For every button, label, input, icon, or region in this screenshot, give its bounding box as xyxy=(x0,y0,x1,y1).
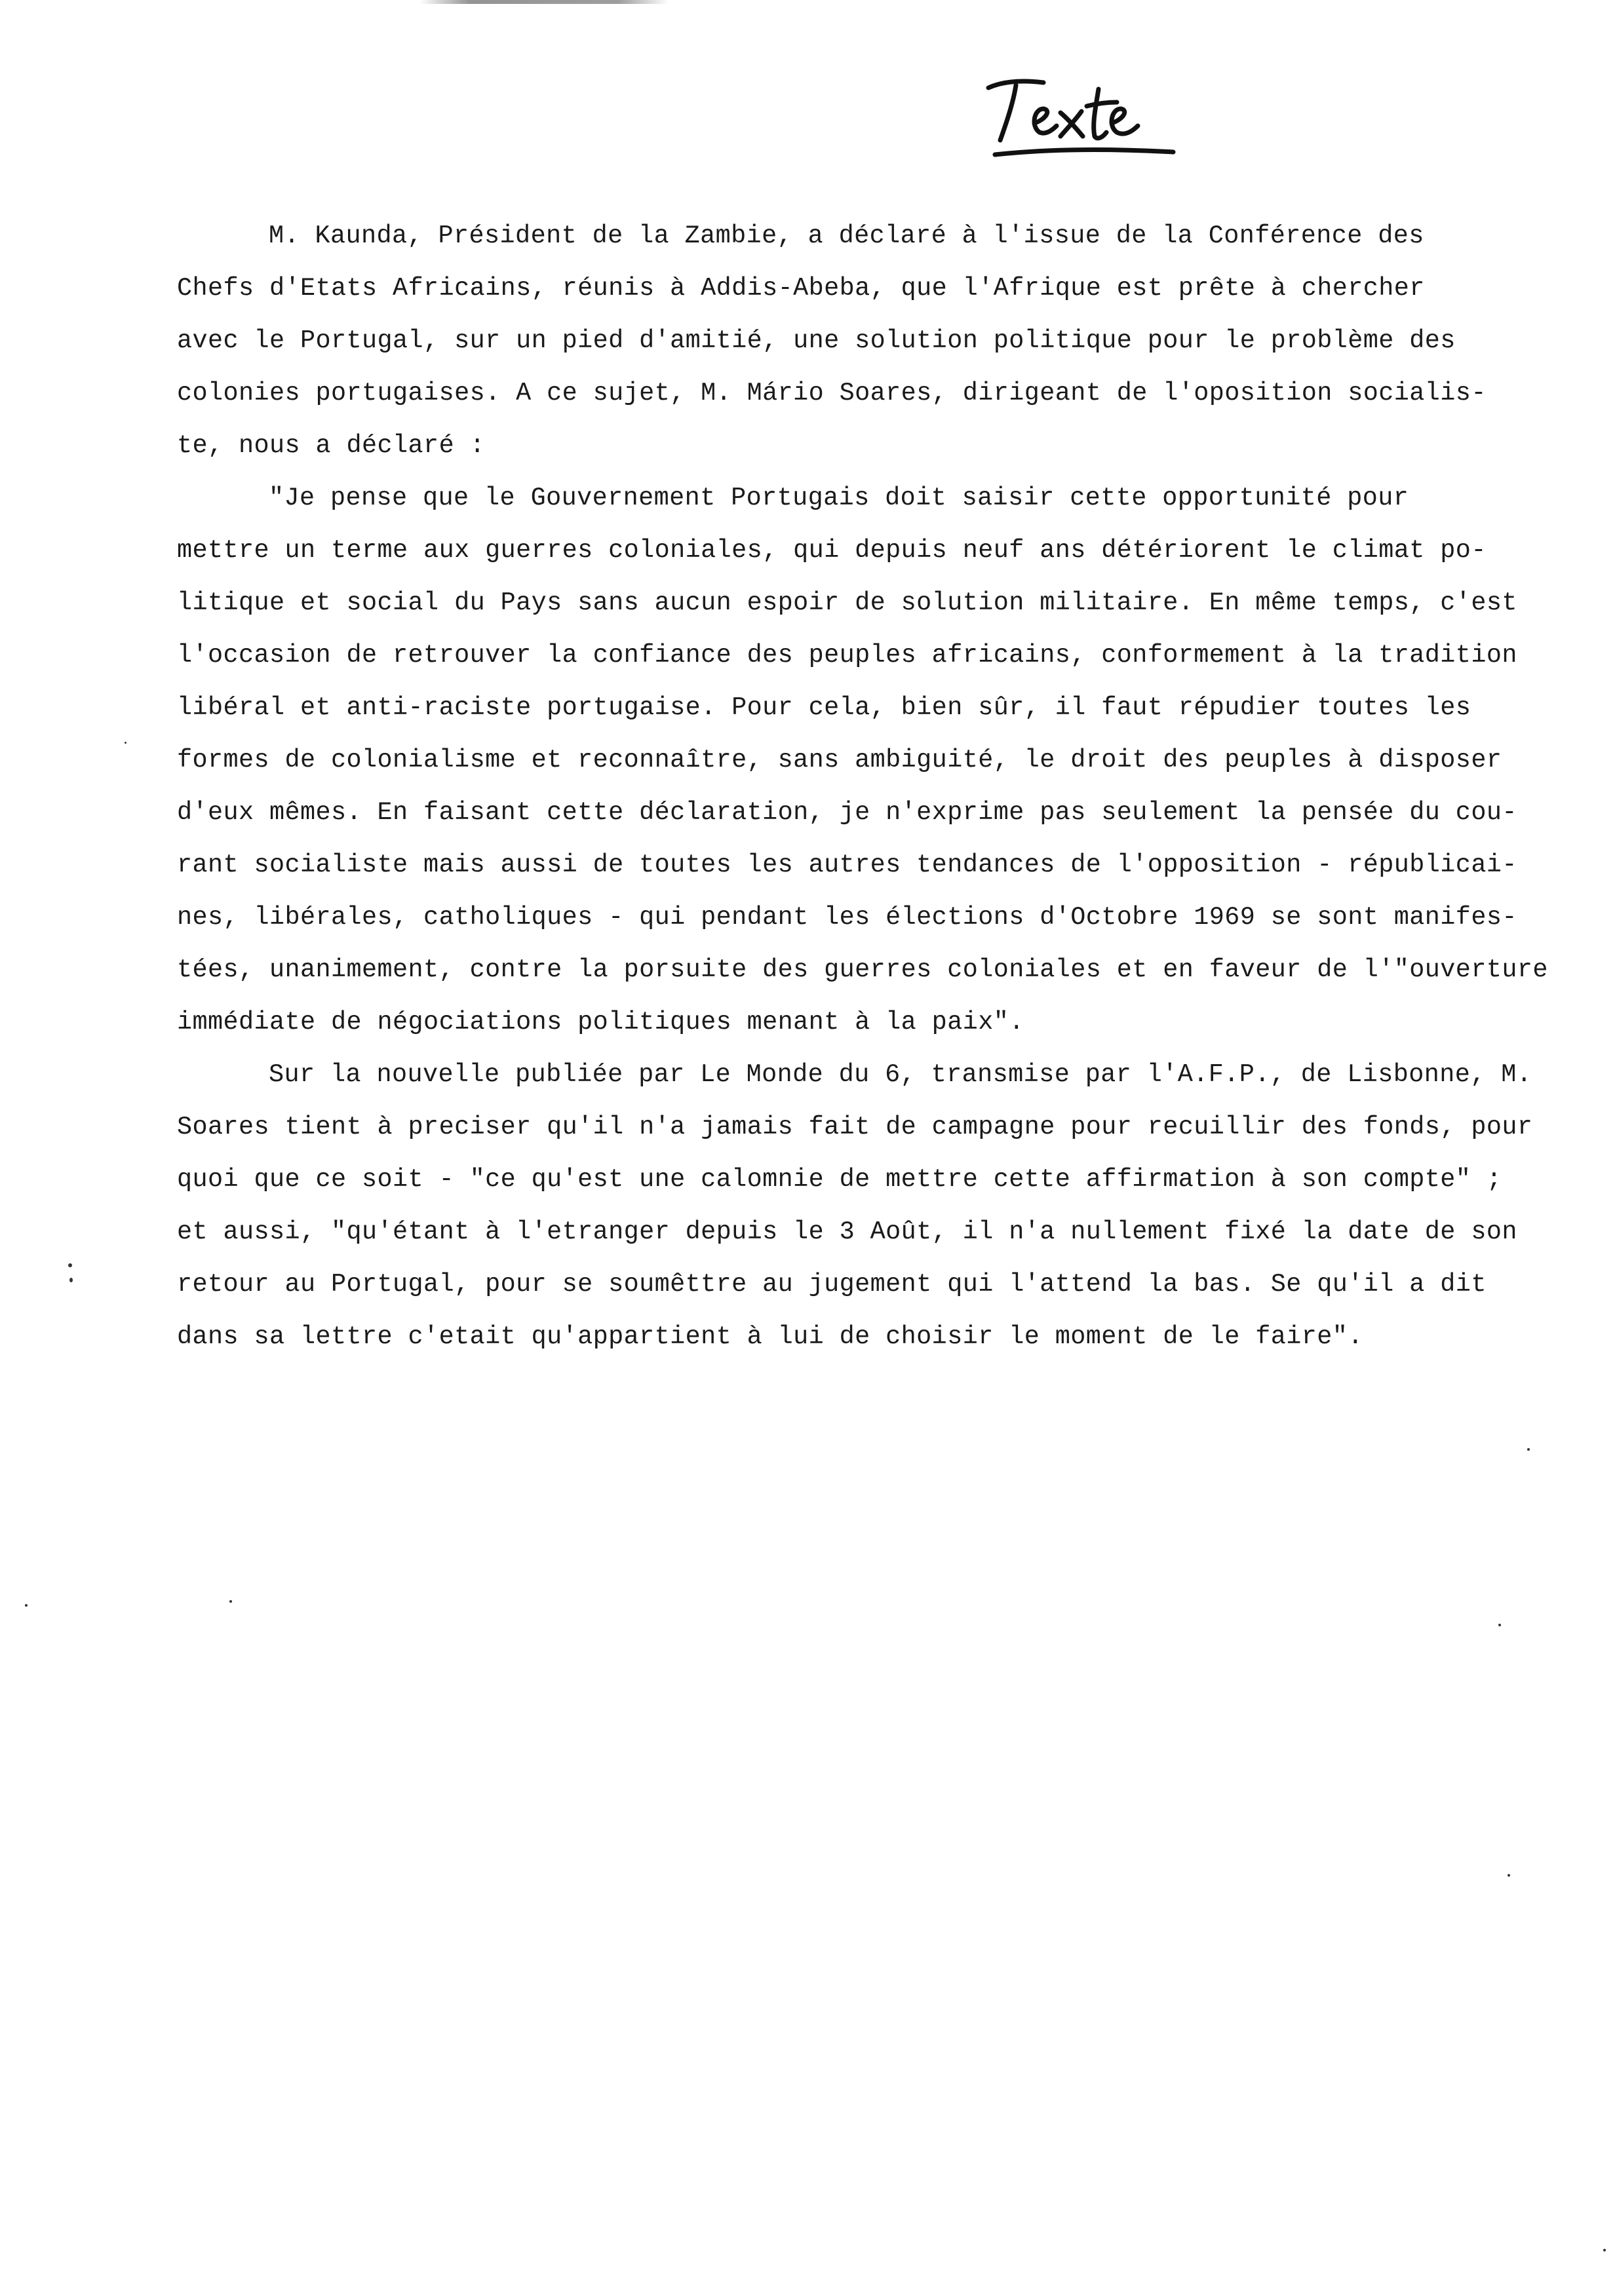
text-line: Chefs d'Etats Africains, réunis à Addis-Abeba, que l'Afrique est prête à chercher xyxy=(177,274,1425,303)
scan-speck xyxy=(1527,1448,1530,1451)
text-line: et aussi, "qu'étant à l'etranger depuis le 3 Août, il n'a nullement fixé la date de son xyxy=(177,1217,1517,1246)
text-line: avec le Portugal, sur un pied d'amitié, une solution politique pour le problème des xyxy=(177,326,1456,355)
scan-edge-mark xyxy=(419,0,669,4)
text-line: rant socialiste mais aussi de toutes les autres tendances de l'opposition - républicai- xyxy=(177,851,1517,879)
scan-speck xyxy=(69,1278,73,1282)
text-line: l'occasion de retrouver la confiance des peuples africains, conformement à la tradition xyxy=(177,641,1517,670)
scan-speck xyxy=(1498,1624,1501,1626)
handwritten-heading xyxy=(983,63,1180,161)
text-line: quoi que ce soit - "ce qu'est une calomnie de mettre cette affirmation à son compte" ; xyxy=(177,1165,1502,1194)
text-line: M. Kaunda, Président de la Zambie, a déclaré à l'issue de la Conférence des xyxy=(269,221,1424,250)
text-line: formes de colonialisme et reconnaître, sans ambiguité, le droit des peuples à disposer xyxy=(177,746,1502,775)
scan-speck xyxy=(229,1600,232,1603)
text-line: d'eux mêmes. En faisant cette déclaration, je n'exprime pas seulement la pensée du cou- xyxy=(177,798,1517,827)
scan-speck xyxy=(25,1604,28,1607)
text-line: immédiate de négociations politiques menant à la paix". xyxy=(177,1008,1024,1037)
scan-speck xyxy=(1508,1874,1510,1877)
scan-speck xyxy=(1603,2249,1606,2251)
text-line: libéral et anti-raciste portugaise. Pour cela, bien sûr, il faut répudier toutes les xyxy=(177,693,1471,722)
text-line: Sur la nouvelle publiée par Le Monde du 6, transmise par l'A.F.P., de Lisbonne, M. xyxy=(269,1060,1532,1089)
text-line: litique et social du Pays sans aucun espoir de solution militaire. En même temps, c'est xyxy=(177,588,1517,617)
text-line: tées, unanimement, contre la porsuite des guerres coloniales et en faveur de l'"ouverture xyxy=(177,955,1548,984)
text-line: colonies portugaises. A ce sujet, M. Mário Soares, dirigeant de l'oposition socialis- xyxy=(177,379,1487,408)
text-line: Soares tient à preciser qu'il n'a jamais fait de campagne pour recuillir des fonds, pour xyxy=(177,1113,1533,1141)
scan-speck xyxy=(125,742,126,744)
text-line: retour au Portugal, pour se soumêttre au jugement qui l'attend la bas. Se qu'il a dit xyxy=(177,1270,1487,1299)
text-line: mettre un terme aux guerres coloniales, qui depuis neuf ans détériorent le climat po- xyxy=(177,536,1487,565)
scan-speck xyxy=(68,1263,72,1267)
text-line: dans sa lettre c'etait qu'appartient à lui de choisir le moment de le faire". xyxy=(177,1322,1363,1351)
text-line: "Je pense que le Gouvernement Portugais doit saisir cette opportunité pour xyxy=(269,484,1409,512)
text-line: nes, libérales, catholiques - qui pendant les élections d'Octobre 1969 se sont manifes- xyxy=(177,903,1517,932)
document-body xyxy=(177,210,1553,1363)
text-line: te, nous a déclaré : xyxy=(177,431,486,460)
